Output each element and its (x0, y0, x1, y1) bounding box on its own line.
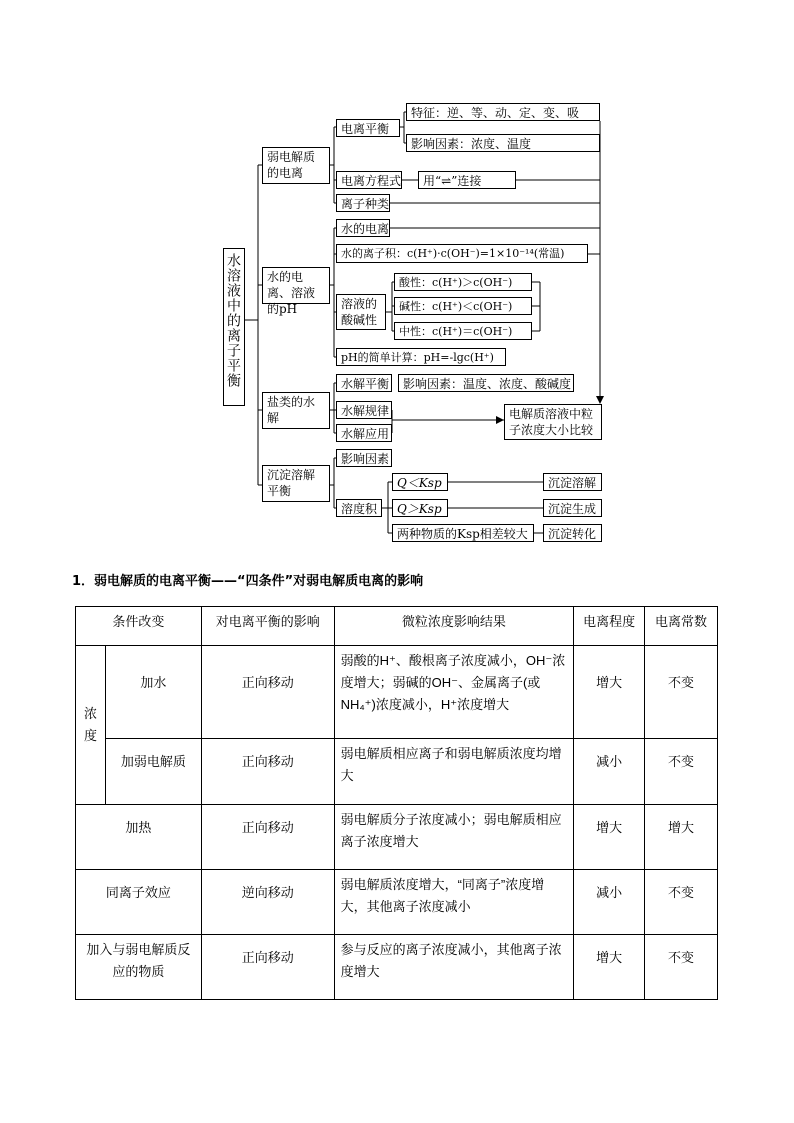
node-precip-factors: 影响因素 (336, 449, 392, 467)
node-weak-electrolyte: 弱电解质的电离 (262, 147, 330, 184)
cell-result: 弱电解质浓度增大，“同离子”浓度增大，其他离子浓度减小 (334, 870, 574, 935)
cell-degree: 增大 (574, 646, 645, 739)
node-concentration-compare: 电解质溶液中粒子浓度大小比较 (504, 404, 602, 440)
header-effect: 对电离平衡的影响 (201, 607, 334, 646)
node-salt-hydrolysis: 盐类的水解 (262, 392, 330, 429)
section-heading: 1．弱电解质的电离平衡——“四条件”对弱电解质电离的影响 (72, 574, 424, 589)
cell-constant: 增大 (645, 805, 718, 870)
table-row (76, 870, 718, 935)
table-row (76, 805, 718, 870)
cell-condition: 同离子效应 (76, 870, 202, 935)
cell-constant: 不变 (645, 739, 718, 805)
cell-result: 弱酸的H⁺、酸根离子浓度减小，OH⁻浓度增大；弱碱的OH⁻、金属离子(或NH₄⁺)浓度减小，H⁺浓度增大 (334, 646, 574, 739)
arrow-right-icon (496, 416, 504, 424)
node-ionization-equilibrium: 电离平衡 (336, 119, 400, 137)
cell-constant: 不变 (645, 870, 718, 935)
cell-effect: 正向移动 (201, 646, 334, 739)
cell-degree: 减小 (574, 870, 645, 935)
node-form: 沉淀生成 (543, 499, 602, 517)
node-ksp-diff: 两种物质的Ksp相差较大 (392, 524, 534, 542)
node-connect: 用“⇌”连接 (418, 171, 516, 189)
node-hydrolysis-factors: 影响因素：温度、浓度、酸碱度 (398, 374, 574, 392)
cell-degree: 增大 (574, 935, 645, 1000)
node-hydrolysis-rule: 水解规律 (336, 401, 392, 419)
concentration-label: 浓度 (76, 646, 106, 805)
arrow-down-icon (596, 396, 604, 404)
node-basic: 碱性：c(H⁺)＜c(OH⁻) (394, 297, 532, 315)
root-node: 水溶液中的离子平衡 (223, 248, 245, 406)
cell-result: 弱电解质相应离子和弱电解质浓度均增大 (334, 739, 574, 805)
header-degree: 电离程度 (574, 607, 645, 646)
cell-effect: 正向移动 (201, 739, 334, 805)
node-ionization-equation: 电离方程式 (336, 171, 402, 189)
node-q-less: Q＜Ksp (392, 473, 448, 491)
node-kw: 水的离子积：c(H⁺)·c(OH⁻)=1×10⁻¹⁴(常温) (336, 244, 588, 263)
cell-condition: 加弱电解质 (105, 739, 201, 805)
cell-degree: 减小 (574, 739, 645, 805)
node-water-ionization-ph: 水的电离、溶液的pH (262, 267, 330, 304)
table-row (76, 739, 718, 805)
table-row (76, 935, 718, 1000)
node-hydrolysis-application: 水解应用 (336, 424, 392, 442)
header-condition: 条件改变 (76, 607, 202, 646)
node-ksp: 溶度积 (336, 499, 382, 517)
node-water-ionization: 水的电离 (336, 219, 390, 237)
concept-map (0, 0, 794, 560)
node-features: 特征：逆、等、动、定、变、吸 (406, 103, 600, 121)
cell-result: 参与反应的离子浓度减小，其他离子浓度增大 (334, 935, 574, 1000)
node-hydrolysis-equilibrium: 水解平衡 (336, 374, 392, 392)
node-dissolve: 沉淀溶解 (543, 473, 602, 491)
node-neutral: 中性：c(H⁺)＝c(OH⁻) (394, 322, 532, 340)
header-result: 微粒浓度影响结果 (334, 607, 574, 646)
cell-effect: 正向移动 (201, 935, 334, 1000)
header-constant: 电离常数 (645, 607, 718, 646)
node-ph-calc: pH的简单计算：pH=-lgc(H⁺) (336, 348, 506, 366)
node-ion-species: 离子种类 (336, 194, 390, 212)
cell-degree: 增大 (574, 805, 645, 870)
cell-condition: 加热 (76, 805, 202, 870)
cell-effect: 正向移动 (201, 805, 334, 870)
cell-condition: 加水 (105, 646, 201, 739)
cell-condition: 加入与弱电解质反应的物质 (76, 935, 202, 1000)
cell-result: 弱电解质分子浓度减小；弱电解质相应离子浓度增大 (334, 805, 574, 870)
node-acidic: 酸性：c(H⁺)＞c(OH⁻) (394, 273, 532, 291)
node-q-greater: Q＞Ksp (392, 499, 448, 517)
cell-constant: 不变 (645, 646, 718, 739)
conditions-table (75, 606, 718, 1000)
node-convert: 沉淀转化 (543, 524, 602, 542)
table-row (76, 646, 718, 739)
table-header-row (76, 607, 718, 646)
node-precipitation-equilibrium: 沉淀溶解平衡 (262, 465, 330, 502)
node-factors: 影响因素：浓度、温度 (406, 134, 600, 152)
cell-constant: 不变 (645, 935, 718, 1000)
node-acid-base: 溶液的酸碱性 (336, 294, 386, 330)
cell-effect: 逆向移动 (201, 870, 334, 935)
